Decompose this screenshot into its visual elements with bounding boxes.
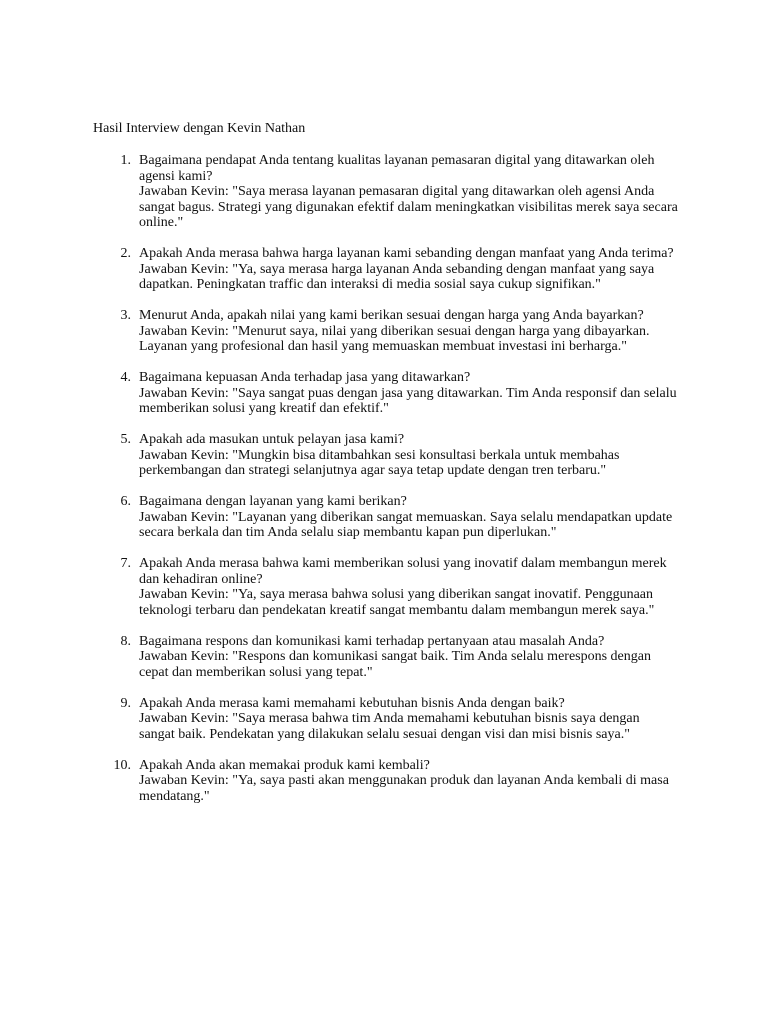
item-answer: Jawaban Kevin: "Ya, saya pasti akan menggunakan produk dan layanan Anda kembali di masa mendatang." [139, 773, 669, 804]
list-item [108, 308, 678, 355]
item-number: 10. [113, 757, 131, 773]
list-item [108, 634, 678, 681]
item-number: 4. [120, 370, 131, 385]
item-answer: Jawaban Kevin: "Saya sangat puas dengan jasa yang ditawarkan. Tim Anda responsif dan selalu memberikan solusi yang kreatif dan efektif." [139, 385, 677, 416]
item-number: 3. [120, 308, 131, 323]
item-number: 6. [120, 494, 131, 509]
item-answer: Jawaban Kevin: "Saya merasa bahwa tim Anda memahami kebutuhan bisnis saya dengan sangat baik. Pendekatan yang dilakukan selalu sesuai dengan visi dan misi bisnis saya." [139, 711, 640, 742]
item-number: 2. [120, 246, 131, 261]
list-item [108, 494, 678, 541]
item-question: Bagaimana kepuasan Anda terhadap jasa yang ditawarkan? [139, 370, 471, 385]
item-number: 9. [120, 695, 131, 711]
item-question: Apakah Anda merasa bahwa kami memberikan solusi yang inovatif dalam membangun merek dan kehadiran online? [139, 556, 667, 587]
item-number: 5. [120, 432, 131, 447]
item-question: Apakah ada masukan untuk pelayan jasa kami? [139, 432, 405, 447]
list-item [108, 370, 678, 417]
item-number: 8. [120, 633, 131, 649]
item-question: Apakah Anda merasa kami memahami kebutuhan bisnis Anda dengan baik? [139, 695, 565, 711]
interview-list [108, 153, 678, 820]
item-answer: Jawaban Kevin: "Menurut saya, nilai yang diberikan sesuai dengan harga yang dibayarkan. Layanan yang profesional dan hasil yang memuaskan membuat investasi ini berharga." [139, 323, 650, 354]
item-answer: Jawaban Kevin: "Ya, saya merasa harga layanan Anda sebanding dengan manfaat yang saya dapatkan. Peningkatan traffic dan interaksi di media sosial saya cukup signifikan." [139, 261, 655, 292]
item-number: 7. [120, 556, 131, 571]
document-title: Hasil Interview dengan Kevin Nathan [93, 121, 306, 136]
list-item [108, 246, 678, 293]
item-answer: Jawaban Kevin: "Mungkin bisa ditambahkan sesi konsultasi berkala untuk membahas perkembangan dan strategi selanjutnya agar saya tetap update dengan tren terbaru." [139, 447, 620, 478]
list-item [108, 432, 678, 479]
item-question: Apakah Anda akan memakai produk kami kembali? [139, 757, 430, 773]
item-question: Menurut Anda, apakah nilai yang kami berikan sesuai dengan harga yang Anda bayarkan? [139, 308, 644, 323]
item-answer: Jawaban Kevin: "Respons dan komunikasi sangat baik. Tim Anda selalu merespons dengan cepat dan memberikan solusi yang tepat." [139, 649, 651, 680]
list-item [108, 153, 678, 231]
item-answer: Jawaban Kevin: "Saya merasa layanan pemasaran digital yang ditawarkan oleh agensi Anda sangat bagus. Strategi yang digunakan efektif dalam meningkatkan visibilitas merek saya secara online." [139, 184, 678, 230]
list-item [108, 758, 678, 805]
item-question: Bagaimana respons dan komunikasi kami terhadap pertanyaan atau masalah Anda? [139, 633, 605, 649]
list-item [108, 696, 678, 743]
item-question: Bagaimana dengan layanan yang kami berikan? [139, 494, 407, 509]
item-question: Bagaimana pendapat Anda tentang kualitas layanan pemasaran digital yang ditawarkan oleh agensi kami? [139, 153, 655, 184]
item-number: 1. [120, 153, 131, 168]
list-item [108, 556, 678, 618]
item-answer: Jawaban Kevin: "Layanan yang diberikan sangat memuaskan. Saya selalu mendapatkan update secara berkala dan tim Anda selalu siap membantu kapan pun diperlukan." [139, 509, 673, 540]
item-question: Apakah Anda merasa bahwa harga layanan kami sebanding dengan manfaat yang Anda terima? [139, 246, 674, 261]
item-answer: Jawaban Kevin: "Ya, saya merasa bahwa solusi yang diberikan sangat inovatif. Penggunaan teknologi terbaru dan pendekatan kreatif sangat membantu dalam membangun merek saya." [139, 587, 655, 618]
